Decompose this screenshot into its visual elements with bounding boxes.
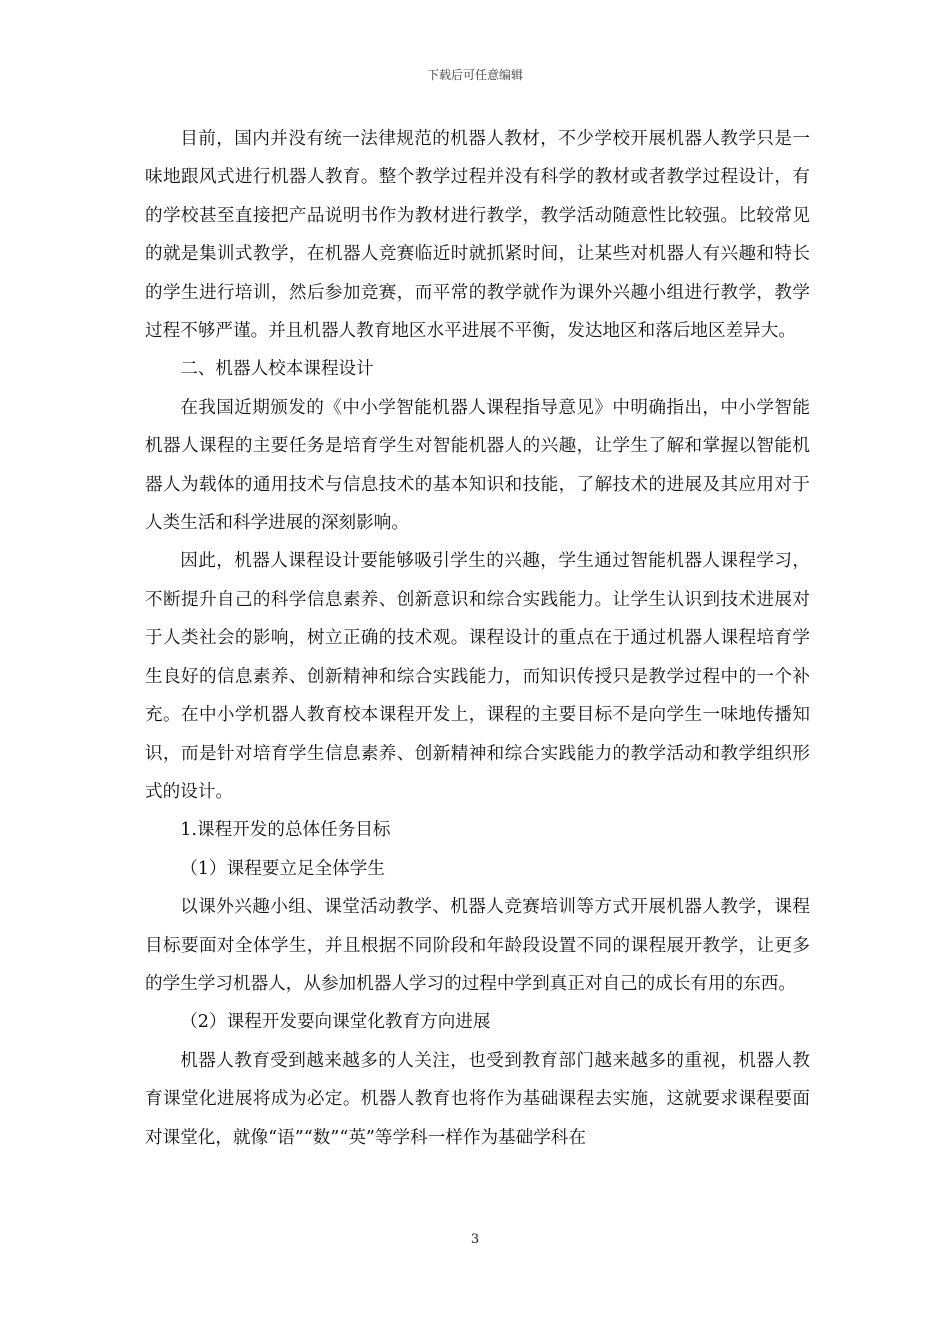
paragraph-all-students: 以课外兴趣小组、课堂活动教学、机器人竞赛培训等方式开展机器人教学，课程目标要面对全体学生，并且根据不同阶段和年龄段设置不同的课程展开教学，让更多的学生学习机器人，从参加机器人学习的过程中学到真正对自己的成长有用的东西。: [145, 897, 810, 994]
subheading-classroom-education: （2）课程开发要向课堂化教育方向进展: [180, 1012, 491, 1033]
document-body: [145, 120, 810, 1157]
subheading-overall-goals: 1.课程开发的总体任务目标: [180, 820, 391, 841]
page-number: 3: [470, 1232, 480, 1247]
paragraph-current-situation: 目前，国内并没有统一法律规范的机器人教材，不少学校开展机器人教学只是一味地跟风式进行机器人教育。整个教学过程并没有科学的教材或者教学过程设计，有的学校甚至直接把产品说明书作为教材进行教学，教学活动随意性比较强。比较常见的就是集训式教学，在机器人竞赛临近时就抓紧时间，让某些对机器人有兴趣和特长的学生进行培训，然后参加竞赛，而平常的教学就作为课外兴趣小组进行教学，教学过程不够严谨。并且机器人教育地区水平进展不平衡，发达地区和落后地区差异大。: [145, 129, 810, 342]
page-header: 下载后可任意编辑: [426, 68, 523, 82]
subheading-all-students: （1）课程要立足全体学生: [180, 858, 385, 879]
paragraph-course-design-focus: 因此，机器人课程设计要能够吸引学生的兴趣，学生通过智能机器人课程学习，不断提升自己的科学信息素养、创新意识和综合实践能力。让学生认识到技术进展对于人类社会的影响，树立正确的技术观。课程设计的重点在于通过机器人课程培育学生良好的信息素养、创新精神和综合实践能力，而知识传授只是教学过程中的一个补充。在中小学机器人教育校本课程开发上，课程的主要目标不是向学生一味地传播知识，而是针对培育学生信息素养、创新精神和综合实践能力的教学活动和教学组织形式的设计。: [145, 551, 810, 802]
paragraph-guideline: 在我国近期颁发的《中小学智能机器人课程指导意见》中明确指出，中小学智能机器人课程的主要任务是培育学生对智能机器人的兴趣，让学生了解和掌握以智能机器人为载体的通用技术与信息技术的基本知识和技能，了解技术的进展及其应用对于人类生活和科学进展的深刻影响。: [145, 397, 810, 534]
section-heading-course-design: 二、机器人校本课程设计: [180, 359, 374, 380]
paragraph-classroom-education: 机器人教育受到越来越多的人关注，也受到教育部门越来越多的重视，机器人教育课堂化进展将成为必定。机器人教育也将作为基础课程去实施，这就要求课程要面对课堂化，就像“语”“数”“英”等学科一样作为基础学科在: [145, 1050, 810, 1148]
